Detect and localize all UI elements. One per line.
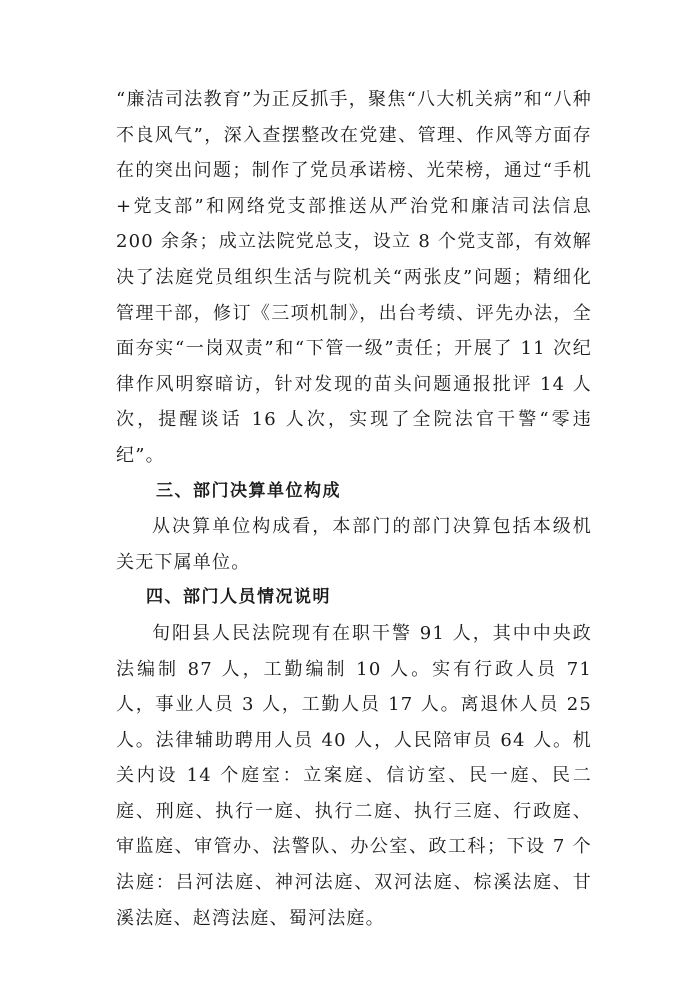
document-body bbox=[116, 82, 592, 936]
continuation-paragraph: “廉洁司法教育”为正反抓手，聚焦“八大机关病”和“八种不良风气”，深入查摆整改在党建、管理、作风等方面存在的突出问题；制作了党员承诺榜、光荣榜，通过“手机+党支部”和网络党支部推送从严治党和廉洁司法信息 200 余条；成立法院党总支，设立 8 个党支部，有效解决了法庭党员组织生活与院机关“两张皮”问题；精细化管理干部，修订《三项机制》，出台考绩、评先办法，全面夯实“一岗双责”和“下管一级”责任；开展了 11 次纪律作风明察暗访，针对发现的苗头问题通报批评 14 人次，提醒谈话 16 人次，实现了全院法官干警“零违纪”。 bbox=[116, 89, 592, 466]
section-3-body: 从决算单位构成看，本部门的部门决算包括本级机关无下属单位。 bbox=[116, 516, 592, 573]
section-3-heading: 三、部门决算单位构成 bbox=[156, 480, 341, 501]
section-4-heading: 四、部门人员情况说明 bbox=[146, 587, 331, 608]
section-4-body: 旬阳县人民法院现有在职干警 91 人，其中中央政法编制 87 人，工勤编制 10 人。实有行政人员 71 人，事业人员 3 人，工勤人员 17 人。离退休人员 25 人。法律辅助聘用人员 40 人，人民陪审员 64 人。机关内设 14 个庭室：立案庭、信访室、民一庭、民二庭、刑庭、执行一庭、执行二庭、执行三庭、行政庭、审监庭、审管办、法警队、办公室、政工科；下设 7 个法庭：吕河法庭、神河法庭、双河法庭、棕溪法庭、甘溪法庭、赵湾法庭、蜀河法庭。 bbox=[116, 622, 592, 929]
